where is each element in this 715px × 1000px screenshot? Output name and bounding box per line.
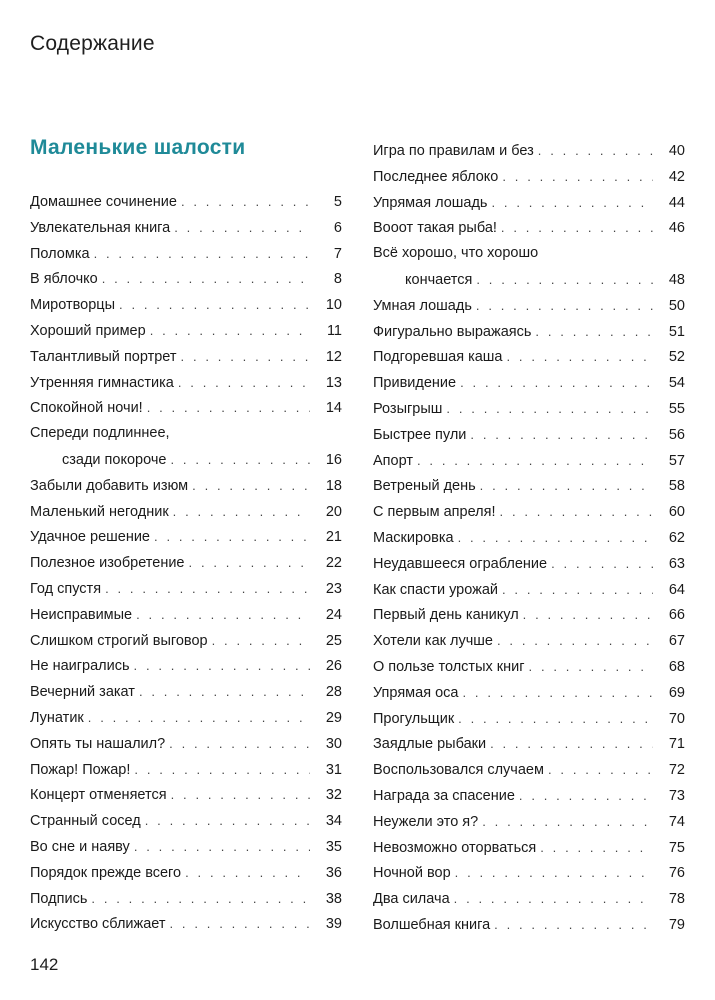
toc-entry-line <box>30 499 342 525</box>
toc-entry-page: 13 <box>325 374 342 391</box>
toc-entry-page: 58 <box>668 478 685 495</box>
dot-leader <box>189 550 310 576</box>
toc-entry-line <box>30 911 342 937</box>
toc-entry-title: Неисправимые <box>30 606 133 623</box>
toc-entry-page: 36 <box>325 864 342 881</box>
toc-entry-title: Спокойной ночи! <box>30 400 143 417</box>
toc-entry[interactable] <box>373 577 685 603</box>
toc-entry-page: 7 <box>333 245 342 262</box>
toc-entry-line <box>373 448 685 474</box>
toc-entry-title: Два силача <box>373 891 450 908</box>
toc-entry[interactable] <box>30 834 342 860</box>
toc-entry-title: Быстрее пули <box>373 426 467 443</box>
toc-entry[interactable] <box>373 835 685 861</box>
toc-entry-page: 21 <box>325 529 342 546</box>
toc-entry-title: Искусство сближает <box>30 916 166 933</box>
toc-entry-line <box>30 241 342 267</box>
toc-entry-line <box>30 628 342 654</box>
dot-leader <box>173 499 310 525</box>
toc-entry-page: 68 <box>668 658 685 675</box>
toc-entry-line <box>373 267 685 293</box>
toc-entry-line <box>373 731 685 757</box>
toc-entry[interactable] <box>30 886 342 912</box>
toc-entry[interactable] <box>373 164 685 190</box>
toc-entry-title: Упрямая оса <box>373 684 459 701</box>
toc-entry-title: Заядлые рыбаки <box>373 736 487 753</box>
toc-entry[interactable] <box>30 344 342 370</box>
toc-entry[interactable] <box>373 731 685 757</box>
toc-entry-title: Вооот такая рыба! <box>373 220 497 237</box>
toc-entry-title: Апорт <box>373 452 413 469</box>
toc-entry-page: 67 <box>668 633 685 650</box>
toc-entry[interactable] <box>373 860 685 886</box>
dot-leader <box>454 886 653 912</box>
toc-entry-page: 57 <box>668 452 685 469</box>
toc-entry[interactable] <box>373 241 685 293</box>
dot-leader <box>535 319 653 345</box>
toc-entry[interactable] <box>373 602 685 628</box>
toc-entry-page: 74 <box>668 813 685 830</box>
dot-leader <box>105 576 310 602</box>
toc-entry-page: 70 <box>668 710 685 727</box>
toc-entry-page: 40 <box>668 143 685 159</box>
toc-entry-page: 44 <box>668 194 685 211</box>
dot-leader <box>91 886 310 912</box>
toc-entry-page: 10 <box>325 297 342 314</box>
toc-entry-line <box>373 809 685 835</box>
toc-entry-title: В яблочко <box>30 271 98 288</box>
toc-entry-page: 66 <box>668 607 685 624</box>
toc-entry-page: 46 <box>668 220 685 237</box>
toc-entry-page: 5 <box>333 194 342 210</box>
toc-entry-line <box>373 319 685 345</box>
toc-entry-title: Как спасти урожай <box>373 581 498 598</box>
dot-leader <box>497 628 653 654</box>
dot-leader <box>538 138 653 164</box>
dot-leader <box>491 190 653 216</box>
toc-entry-page: 64 <box>668 581 685 598</box>
toc-entry-page: 12 <box>325 348 342 365</box>
toc-entry[interactable] <box>373 344 685 370</box>
toc-entry-line <box>30 473 342 499</box>
toc-entry-line <box>30 757 342 783</box>
toc-entry[interactable] <box>30 266 342 292</box>
toc-entry-line <box>373 757 685 783</box>
dot-leader <box>181 344 310 370</box>
toc-entry-line <box>30 653 342 679</box>
toc-entry[interactable] <box>373 757 685 783</box>
toc-entry-line <box>373 164 685 190</box>
dot-leader <box>494 912 653 938</box>
toc-entry[interactable] <box>373 190 685 216</box>
toc-entry-line <box>30 602 342 628</box>
toc-entry-title: Первый день каникул <box>373 607 519 624</box>
toc-entry-page: 25 <box>325 632 342 649</box>
dot-leader <box>458 706 653 732</box>
dot-leader <box>460 370 653 396</box>
dot-leader <box>145 808 310 834</box>
toc-entry[interactable] <box>30 292 342 318</box>
toc-entry[interactable] <box>30 860 342 886</box>
toc-entry[interactable] <box>373 448 685 474</box>
dot-leader <box>178 370 310 396</box>
dot-leader <box>185 860 310 886</box>
dot-leader <box>94 241 310 267</box>
toc-entry-line <box>373 473 685 499</box>
toc-entry-title: сзади покороче <box>62 451 167 468</box>
toc-entry-line <box>373 190 685 216</box>
dot-leader <box>212 628 310 654</box>
toc-entry[interactable] <box>30 576 342 602</box>
toc-entry-page: 20 <box>325 503 342 520</box>
toc-entry-title: Упрямая лошадь <box>373 194 488 211</box>
dot-leader <box>119 292 310 318</box>
toc-entry-page: 39 <box>325 916 342 933</box>
toc-entry-page: 34 <box>325 813 342 830</box>
toc-entry[interactable] <box>30 370 342 396</box>
toc-entry-page: 22 <box>325 555 342 572</box>
dot-leader <box>540 835 653 861</box>
toc-entry-title: Миротворцы <box>30 297 116 314</box>
toc-entry-page: 32 <box>325 787 342 804</box>
toc-entry[interactable] <box>30 602 342 628</box>
toc-entry-page: 38 <box>325 890 342 907</box>
toc-entry-line <box>373 680 685 706</box>
toc-entry-page: 35 <box>325 838 342 855</box>
dot-leader <box>480 473 653 499</box>
toc-entry-title: Подгоревшая каша <box>373 349 503 366</box>
toc-entry-title-line1: Спереди подлиннее, <box>30 425 170 442</box>
toc-entry-title: Волшебная книга <box>373 916 491 933</box>
toc-entry-title: Лунатик <box>30 709 84 726</box>
toc-entry-page: 28 <box>325 684 342 701</box>
dot-leader <box>548 757 653 783</box>
toc-entry[interactable] <box>30 524 342 550</box>
dot-leader <box>476 293 653 319</box>
dot-leader <box>455 860 653 886</box>
toc-entry-title: С первым апреля! <box>373 504 496 521</box>
toc-entry-line <box>30 292 342 318</box>
toc-entry-title: Умная лошадь <box>373 297 472 314</box>
toc-entry-title: Воспользовался случаем <box>373 762 544 779</box>
toc-entry-line <box>373 783 685 809</box>
toc-entry[interactable] <box>373 319 685 345</box>
toc-entry-title: Не наигрались <box>30 658 130 675</box>
toc-left-column <box>30 189 342 937</box>
toc-entry-line <box>30 266 342 292</box>
toc-entry-title: Прогульщик <box>373 710 455 727</box>
toc-entry[interactable] <box>30 550 342 576</box>
toc-entry[interactable] <box>373 654 685 680</box>
toc-entry[interactable] <box>30 499 342 525</box>
toc-entry-line <box>373 551 685 577</box>
toc-entry-page: 30 <box>325 735 342 752</box>
toc-entry-page: 55 <box>668 400 685 417</box>
dot-leader <box>458 525 653 551</box>
toc-entry-page: 79 <box>668 916 685 933</box>
toc-entry-line <box>30 705 342 731</box>
toc-entry-line <box>30 189 342 215</box>
toc-entry-page: 62 <box>668 529 685 546</box>
toc-entry-title: Привидение <box>373 375 457 392</box>
dot-leader <box>136 602 310 628</box>
toc-entry[interactable] <box>373 293 685 319</box>
toc-entry-line <box>373 525 685 551</box>
toc-entry-line <box>373 293 685 319</box>
toc-entry-page: 29 <box>325 709 342 726</box>
dot-leader <box>470 422 653 448</box>
toc-entry-line <box>30 447 342 473</box>
toc-entry-title: Розыгрыш <box>373 400 443 417</box>
toc-entry-title: Хотели как лучше <box>373 633 493 650</box>
toc-entry-page: 71 <box>668 736 685 753</box>
toc-entry-line <box>373 886 685 912</box>
toc-entry-title: Год спустя <box>30 580 102 597</box>
toc-entry-page: 51 <box>668 323 685 340</box>
dot-leader <box>102 266 310 292</box>
toc-entry-page: 6 <box>333 219 342 236</box>
toc-entry-title: Награда за спасение <box>373 787 515 804</box>
toc-entry[interactable] <box>373 680 685 706</box>
dot-leader <box>551 551 653 577</box>
toc-entry-title: Ветреный день <box>373 478 476 495</box>
toc-entry-title: Хороший пример <box>30 322 146 339</box>
toc-entry-page: 56 <box>668 426 685 443</box>
toc-entry-title: Порядок прежде всего <box>30 864 182 881</box>
toc-entry[interactable] <box>373 396 685 422</box>
dot-leader <box>502 577 653 603</box>
toc-entry-line <box>30 679 342 705</box>
toc-entry-line <box>373 344 685 370</box>
toc-entry[interactable] <box>373 886 685 912</box>
toc-entry-page: 31 <box>325 761 342 778</box>
toc-entry-title: Неудавшееся ограбление <box>373 555 548 572</box>
toc-entry-line <box>373 422 685 448</box>
toc-entry[interactable] <box>373 628 685 654</box>
toc-entry-page: 54 <box>668 375 685 392</box>
toc-entry[interactable] <box>30 421 342 473</box>
toc-entry-line <box>30 370 342 396</box>
toc-entry-page: 72 <box>668 762 685 779</box>
toc-entry-line <box>373 602 685 628</box>
toc-entry-title: Удачное решение <box>30 529 151 546</box>
toc-entry-line <box>373 628 685 654</box>
toc-entry-title: Талантливый портрет <box>30 348 177 365</box>
toc-entry[interactable] <box>373 138 685 164</box>
dot-leader <box>192 473 310 499</box>
toc-entry-page: 16 <box>325 451 342 468</box>
dot-leader <box>502 164 653 190</box>
toc-entry-line <box>373 577 685 603</box>
toc-entry[interactable] <box>30 241 342 267</box>
toc-entry-title: Опять ты нашалил? <box>30 735 166 752</box>
toc-entry-title: Концерт отменяется <box>30 787 167 804</box>
toc-entry-page: 78 <box>668 891 685 908</box>
toc-entry-line <box>373 370 685 396</box>
toc-entry-line <box>373 499 685 525</box>
toc-entry-line <box>30 808 342 834</box>
dot-leader <box>519 783 653 809</box>
dot-leader <box>500 499 653 525</box>
toc-entry-line <box>30 524 342 550</box>
toc-entry[interactable] <box>30 395 342 421</box>
section-title: Маленькие шалости <box>30 136 246 159</box>
toc-entry-title: Невозможно оторваться <box>373 839 537 856</box>
toc-entry-line <box>30 782 342 808</box>
toc-entry-title: Вечерний закат <box>30 684 135 701</box>
toc-entry-line <box>30 318 342 344</box>
dot-leader <box>507 344 654 370</box>
toc-entry-line <box>30 886 342 912</box>
toc-entry[interactable] <box>30 679 342 705</box>
dot-leader <box>134 834 310 860</box>
toc-entry[interactable] <box>30 473 342 499</box>
toc-entry-line <box>30 215 342 241</box>
toc-entry[interactable] <box>373 499 685 525</box>
dot-leader <box>174 215 310 241</box>
dot-leader <box>171 782 310 808</box>
dot-leader <box>476 267 653 293</box>
toc-entry-page: 24 <box>325 606 342 623</box>
dot-leader <box>170 447 310 473</box>
dot-leader <box>154 524 310 550</box>
dot-leader <box>462 680 653 706</box>
toc-entry-title: Во сне и наяву <box>30 838 130 855</box>
toc-entry-page: 52 <box>668 349 685 366</box>
toc-entry-title: Пожар! Пожар! <box>30 761 131 778</box>
toc-entry-page: 75 <box>668 839 685 856</box>
toc-entry[interactable] <box>30 628 342 654</box>
toc-entry-page: 60 <box>668 504 685 521</box>
dot-leader <box>529 654 653 680</box>
page-header-title: Содержание <box>30 32 155 55</box>
toc-entry[interactable] <box>373 370 685 396</box>
toc-entry-title: Поломка <box>30 245 90 262</box>
toc-entry-title-line1: Всё хорошо, что хорошо <box>373 245 539 262</box>
toc-entry-title: кончается <box>405 271 473 288</box>
dot-leader <box>501 215 653 241</box>
toc-entry-title: Последнее яблоко <box>373 168 499 185</box>
toc-entry-line <box>30 395 342 421</box>
dot-leader <box>147 395 310 421</box>
toc-entry[interactable] <box>30 318 342 344</box>
dot-leader <box>181 189 310 215</box>
toc-entry-page: 69 <box>668 684 685 701</box>
toc-entry[interactable] <box>30 653 342 679</box>
dot-leader <box>134 653 310 679</box>
dot-leader <box>88 705 310 731</box>
toc-entry[interactable] <box>30 215 342 241</box>
toc-entry-title: Неужели это я? <box>373 813 479 830</box>
dot-leader <box>139 679 310 705</box>
toc-entry[interactable] <box>373 783 685 809</box>
toc-entry-page: 14 <box>325 400 342 417</box>
toc-entry[interactable] <box>373 473 685 499</box>
toc-entry-title: Увлекательная книга <box>30 219 171 236</box>
toc-entry[interactable] <box>30 911 342 937</box>
toc-entry-line <box>373 706 685 732</box>
toc-entry-title: Домашнее сочинение <box>30 194 177 210</box>
toc-entry[interactable] <box>30 782 342 808</box>
toc-entry-title: Подпись <box>30 890 88 907</box>
toc-entry[interactable] <box>373 215 685 241</box>
dot-leader <box>523 602 653 628</box>
toc-entry-page: 48 <box>668 271 685 288</box>
toc-entry[interactable] <box>30 731 342 757</box>
toc-entry-line <box>373 654 685 680</box>
page-number: 142 <box>30 955 59 974</box>
toc-entry-line <box>30 834 342 860</box>
toc-entry-page: 63 <box>668 555 685 572</box>
toc-entry[interactable] <box>30 757 342 783</box>
toc-right-column <box>373 138 685 938</box>
dot-leader <box>170 911 311 937</box>
toc-entry[interactable] <box>373 422 685 448</box>
toc-entry-line <box>373 396 685 422</box>
toc-entry-page: 8 <box>333 271 342 288</box>
toc-entry-page: 50 <box>668 297 685 314</box>
toc-entry-title: Полезное изобретение <box>30 555 185 572</box>
toc-entry-title: Утренняя гимнастика <box>30 374 174 391</box>
toc-entry-line <box>373 912 685 938</box>
toc-entry-page: 18 <box>325 477 342 494</box>
toc-entry[interactable] <box>30 705 342 731</box>
dot-leader <box>134 757 310 783</box>
toc-entry[interactable] <box>373 809 685 835</box>
toc-entry-line <box>373 835 685 861</box>
toc-entry-title: Забыли добавить изюм <box>30 477 189 494</box>
toc-entry-title: О пользе толстых книг <box>373 658 525 675</box>
toc-entry-title: Странный сосед <box>30 813 141 830</box>
toc-entry-line <box>30 576 342 602</box>
toc-entry-page: 42 <box>668 168 685 185</box>
toc-entry[interactable] <box>373 706 685 732</box>
toc-entry-title: Игра по правилам и без <box>373 143 534 159</box>
toc-entry-page: 23 <box>325 580 342 597</box>
toc-entry-title: Маленький негодник <box>30 503 169 520</box>
toc-entry-line <box>373 860 685 886</box>
toc-entry-line <box>30 731 342 757</box>
toc-entry[interactable] <box>373 551 685 577</box>
toc-entry-title: Фигурально выражаясь <box>373 323 532 340</box>
dot-leader <box>446 396 653 422</box>
toc-entry-line <box>30 344 342 370</box>
dot-leader <box>490 731 653 757</box>
dot-leader <box>417 448 653 474</box>
dot-leader <box>482 809 653 835</box>
toc-entry[interactable] <box>30 189 342 215</box>
toc-entry-line <box>373 215 685 241</box>
toc-entry[interactable] <box>373 912 685 938</box>
toc-entry-page: 26 <box>325 658 342 675</box>
toc-entry-title: Слишком строгий выговор <box>30 632 208 649</box>
toc-entry[interactable] <box>30 808 342 834</box>
toc-entry-line <box>30 550 342 576</box>
toc-entry[interactable] <box>373 525 685 551</box>
toc-entry-page: 76 <box>668 865 685 882</box>
dot-leader <box>150 318 310 344</box>
toc-entry-line <box>30 860 342 886</box>
toc-entry-line <box>373 138 685 164</box>
toc-entry-title: Ночной вор <box>373 865 451 882</box>
dot-leader <box>169 731 310 757</box>
toc-entry-page: 73 <box>668 787 685 804</box>
toc-entry-title: Маскировка <box>373 529 454 546</box>
toc-entry-page: 11 <box>326 322 342 339</box>
